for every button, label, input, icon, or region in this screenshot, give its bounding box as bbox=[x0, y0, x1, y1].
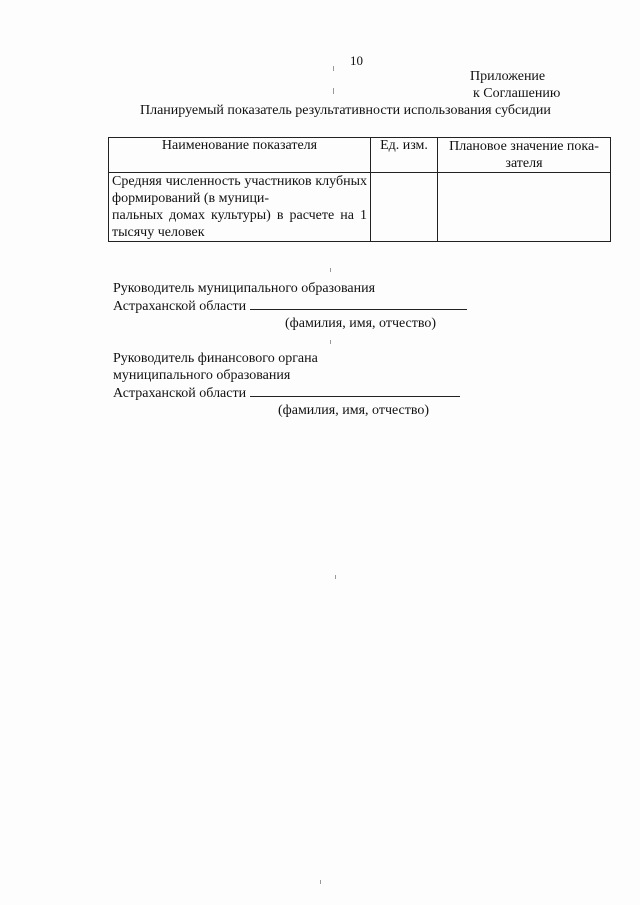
header-planned-value bbox=[438, 138, 611, 173]
scan-speck bbox=[330, 340, 331, 344]
signature-field bbox=[250, 384, 460, 397]
indicator-name-text: Средняя численность участников клубных формирований (в муници- пальных домах культуры) в расчете на 1 тысячу человек bbox=[112, 174, 367, 240]
signature-line-text: муниципального образования bbox=[113, 368, 291, 383]
signature-caption: (фамилия, имя, отчество) bbox=[285, 316, 437, 331]
signature-line-text bbox=[113, 384, 460, 402]
scan-speck bbox=[320, 880, 321, 884]
table-header-row bbox=[109, 138, 611, 173]
signature-caption: (фамилия, имя, отчество) bbox=[278, 403, 430, 418]
header-indicator-name: Наименование показателя bbox=[109, 138, 371, 173]
appendix-line-2: к Соглашению bbox=[473, 86, 561, 101]
scan-speck bbox=[330, 268, 331, 272]
signature-field bbox=[250, 297, 467, 310]
table-row bbox=[109, 173, 611, 242]
indicator-name-cell bbox=[109, 173, 371, 242]
signature-block-finance-head bbox=[113, 350, 460, 419]
appendix-note bbox=[470, 68, 560, 102]
signature-line-text bbox=[113, 297, 467, 315]
signature-line-region: Астраханской области bbox=[113, 386, 247, 401]
indicators-table bbox=[108, 137, 611, 242]
scan-speck bbox=[335, 575, 336, 579]
appendix-line-1: Приложение bbox=[470, 69, 546, 84]
document-title: Планируемый показатель результативности использования субсидии bbox=[140, 103, 551, 118]
header-unit: Ед. изм. bbox=[371, 138, 438, 173]
scan-speck bbox=[333, 88, 334, 94]
scan-speck bbox=[333, 66, 334, 71]
unit-cell bbox=[371, 173, 438, 242]
signature-line-region: Астраханской области bbox=[113, 299, 247, 314]
signature-line-text: Руководитель муниципального образования bbox=[113, 281, 376, 296]
planned-value-cell bbox=[438, 173, 611, 242]
signature-block-municipality-head bbox=[113, 280, 467, 332]
header-planned-value-text: Плановое значение пока- зателя bbox=[449, 139, 599, 171]
page-number: 10 bbox=[350, 53, 363, 68]
signature-line-text: Руководитель финансового органа bbox=[113, 351, 318, 366]
